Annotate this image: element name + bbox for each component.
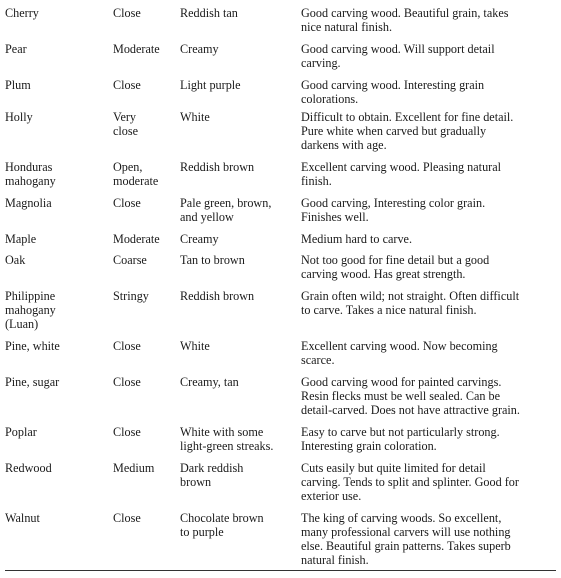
wood-name-line: mahogany (5, 303, 56, 317)
grain-type-cell (113, 461, 154, 475)
wood-color-cell (180, 196, 271, 224)
wood-name-cell (5, 289, 56, 331)
wood-name-cell (5, 42, 27, 56)
grain-type-line: Close (113, 511, 141, 525)
remarks-line: nice natural finish. (301, 20, 393, 34)
remarks-cell (301, 289, 519, 317)
wood-color-line: to purple (180, 525, 224, 539)
grain-type-cell (113, 511, 141, 525)
remarks-line: else. Beautiful grain patterns. Takes superb (301, 539, 511, 553)
wood-name-cell (5, 511, 40, 525)
wood-name-cell (5, 425, 37, 439)
remarks-line: Good carving wood. Beautiful grain, takes (301, 6, 509, 20)
remarks-line: Good carving wood. Will support detail (301, 42, 495, 56)
remarks-cell (301, 196, 485, 224)
wood-name-cell (5, 375, 59, 389)
wood-color-line: Tan to brown (180, 253, 245, 267)
grain-type-line: Close (113, 196, 141, 210)
wood-color-line: Reddish brown (180, 289, 255, 303)
wood-name-cell (5, 339, 60, 353)
wood-color-cell (180, 289, 254, 303)
wood-color-line: Creamy (180, 232, 219, 246)
remarks-line: Cuts easily but quite limited for detail (301, 461, 486, 475)
wood-color-line: and yellow (180, 210, 234, 224)
remarks-line: Difficult to obtain. Excellent for fine detail. (301, 110, 514, 124)
remarks-line: Resin flecks must be well sealed. Can be (301, 389, 501, 403)
wood-color-cell (180, 160, 254, 174)
grain-type-line: Moderate (113, 42, 160, 56)
grain-type-line: Close (113, 78, 141, 92)
wood-color-cell (180, 110, 210, 124)
grain-type-line: close (113, 124, 139, 138)
grain-type-cell (113, 339, 141, 353)
remarks-cell (301, 511, 511, 567)
remarks-cell (301, 232, 412, 246)
wood-color-line: White (180, 339, 210, 353)
wood-name-line: Magnolia (5, 196, 52, 210)
wood-color-cell (180, 511, 264, 539)
wood-name-line: Pine, white (5, 339, 60, 353)
wood-name-line: mahogany (5, 174, 56, 188)
wood-name-cell (5, 461, 52, 475)
grain-type-line: Close (113, 6, 141, 20)
wood-color-cell (180, 425, 273, 453)
wood-name-line: Holly (5, 110, 33, 124)
remarks-cell (301, 339, 498, 367)
grain-type-line: Close (113, 425, 141, 439)
remarks-cell (301, 42, 495, 70)
wood-name-cell (5, 78, 31, 92)
grain-type-line: Coarse (113, 253, 147, 267)
wood-color-line: White (180, 110, 210, 124)
wood-color-line: Creamy (180, 42, 219, 56)
wood-color-cell (180, 42, 219, 56)
wood-name-cell (5, 160, 56, 188)
wood-color-line: light-green streaks. (180, 439, 274, 453)
remarks-line: finish. (301, 174, 332, 188)
remarks-cell (301, 375, 520, 417)
wood-color-cell (180, 253, 245, 267)
grain-type-line: Open, (113, 160, 143, 174)
remarks-line: Pure white when carved but gradually (301, 124, 487, 138)
remarks-cell (301, 110, 513, 152)
remarks-line: Finishes well. (301, 210, 369, 224)
remarks-line: The king of carving woods. So excellent, (301, 511, 502, 525)
grain-type-cell (113, 253, 147, 267)
wood-name-cell (5, 110, 33, 124)
wood-name-cell (5, 232, 36, 246)
wood-color-cell (180, 375, 239, 389)
grain-type-cell (113, 160, 158, 188)
remarks-line: Medium hard to carve. (301, 232, 413, 246)
wood-color-line: brown (180, 475, 212, 489)
wood-color-line: Pale green, brown, (180, 196, 272, 210)
remarks-line: detail-carved. Does not have attractive grain. (301, 403, 520, 417)
remarks-line: carving. (301, 56, 341, 70)
grain-type-cell (113, 425, 141, 439)
remarks-line: Good carving, Interesting color grain. (301, 196, 486, 210)
wood-color-line: Chocolate brown (180, 511, 264, 525)
grain-type-line: Stringy (113, 289, 149, 303)
remarks-line: colorations. (301, 92, 359, 106)
remarks-line: Interesting grain coloration. (301, 439, 437, 453)
remarks-line: Grain often wild; not straight. Often difficult (301, 289, 520, 303)
wood-name-line: Poplar (5, 425, 37, 439)
wood-name-line: Cherry (5, 6, 39, 20)
remarks-line: carving wood. Has great strength. (301, 267, 466, 281)
remarks-line: natural finish. (301, 553, 369, 567)
wood-color-line: Dark reddish (180, 461, 244, 475)
remarks-line: darkens with age. (301, 138, 387, 152)
remarks-cell (301, 425, 500, 453)
grain-type-cell (113, 42, 160, 56)
wood-color-line: White with some (180, 425, 264, 439)
remarks-cell (301, 461, 519, 503)
grain-type-line: Close (113, 339, 141, 353)
wood-name-line: Maple (5, 232, 37, 246)
remarks-line: many professional carvers will use nothing (301, 525, 511, 539)
grain-type-line: Moderate (113, 232, 160, 246)
remarks-line: exterior use. (301, 489, 362, 503)
grain-type-cell (113, 110, 138, 138)
wood-name-line: Philippine (5, 289, 56, 303)
table-bottom-rule (5, 570, 556, 571)
wood-color-cell (180, 461, 243, 489)
wood-name-cell (5, 253, 25, 267)
wood-name-line: Honduras (5, 160, 53, 174)
remarks-line: Not too good for fine detail but a good (301, 253, 490, 267)
remarks-line: scarce. (301, 353, 335, 367)
wood-color-cell (180, 232, 219, 246)
wood-name-line: Walnut (5, 511, 40, 525)
remarks-line: Excellent carving wood. Now becoming (301, 339, 498, 353)
grain-type-cell (113, 196, 141, 210)
remarks-cell (301, 6, 508, 34)
remarks-cell (301, 253, 489, 281)
wood-color-cell (180, 339, 210, 353)
wood-name-line: Oak (5, 253, 26, 267)
wood-color-line: Reddish tan (180, 6, 238, 20)
remarks-line: Good carving wood. Interesting grain (301, 78, 485, 92)
remarks-cell (301, 78, 484, 106)
grain-type-line: moderate (113, 174, 159, 188)
wood-color-cell (180, 6, 238, 20)
wood-color-line: Reddish brown (180, 160, 255, 174)
remarks-line: Easy to carve but not particularly strong. (301, 425, 500, 439)
grain-type-line: Very (113, 110, 137, 124)
wood-name-cell (5, 196, 52, 210)
wood-color-cell (180, 78, 241, 92)
wood-name-line: Redwood (5, 461, 52, 475)
grain-type-cell (113, 78, 141, 92)
grain-type-cell (113, 289, 149, 303)
wood-name-line: Pear (5, 42, 27, 56)
wood-name-line: Pine, sugar (5, 375, 60, 389)
wood-color-line: Creamy, tan (180, 375, 239, 389)
remarks-cell (301, 160, 501, 188)
wood-color-line: Light purple (180, 78, 241, 92)
remarks-line: carving. Tends to split and splinter. Good for (301, 475, 519, 489)
remarks-line: Good carving wood for painted carvings. (301, 375, 502, 389)
remarks-line: Excellent carving wood. Pleasing natural (301, 160, 502, 174)
wood-name-line: Plum (5, 78, 31, 92)
wood-name-cell (5, 6, 39, 20)
grain-type-cell (113, 375, 141, 389)
grain-type-line: Close (113, 375, 141, 389)
grain-type-line: Medium (113, 461, 155, 475)
grain-type-cell (113, 232, 160, 246)
remarks-line: to carve. Takes a nice natural finish. (301, 303, 477, 317)
wood-name-line: (Luan) (5, 317, 39, 331)
grain-type-cell (113, 6, 141, 20)
